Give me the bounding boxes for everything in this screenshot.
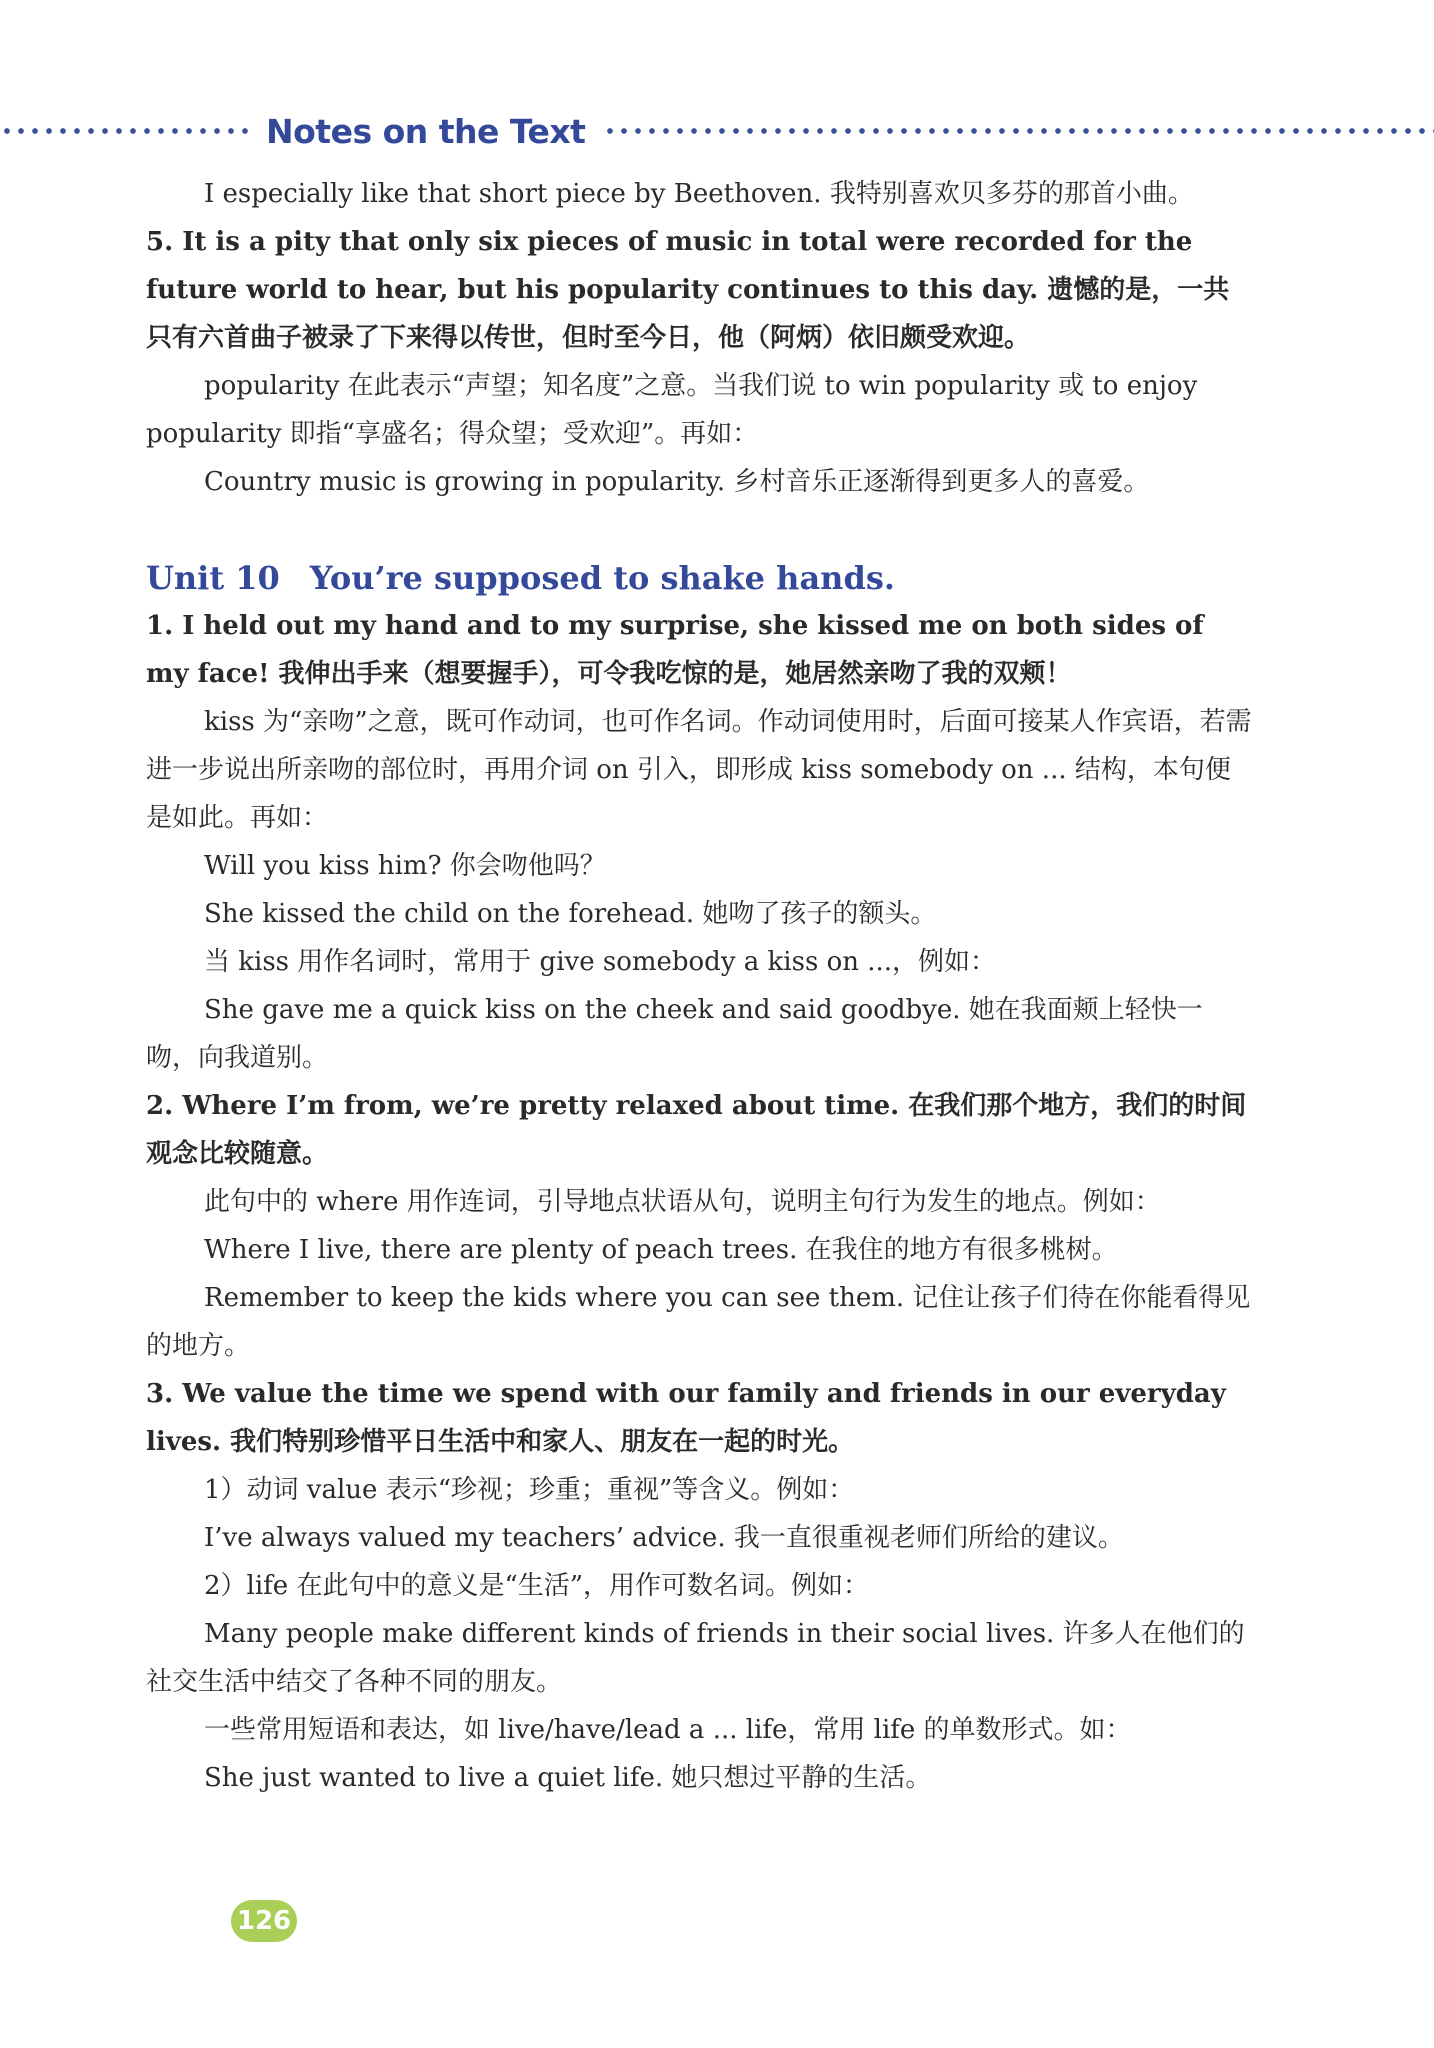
note-paragraph: 一些常用短语和表达，如 live/have/lead a ... life，常用 life 的单数形式。如： [204, 1715, 1132, 1745]
note-paragraph: kiss 为“亲吻”之意，既可作动词，也可作名词。作动词使用时，后面可接某人作宾语，若需进一步说出所亲吻的部位时，再用介词 on 引入，即形成 kiss somebody on ... 结构，本句便是如此。再如： [146, 707, 1252, 833]
note-paragraph: 当 kiss 用作名词时，常用于 give somebody a kiss on ...，例如： [204, 947, 997, 977]
note-paragraph: Remember to keep the kids where you can see them. 记住让孩子们待在你能看得见的地方。 [146, 1283, 1251, 1361]
section-title: Notes on the Text [266, 111, 586, 151]
note-paragraph: Will you kiss him? 你会吻他吗？ [204, 851, 606, 881]
unit-title: You’re supposed to shake hands. [309, 559, 895, 597]
note-paragraph: She just wanted to live a quiet life. 她只想过平静的生活。 [204, 1763, 932, 1793]
unit-number: Unit 10 [146, 559, 280, 597]
unit-heading [146, 554, 1252, 602]
page-number-badge: 126 [231, 1900, 297, 1942]
section-header [0, 106, 1434, 156]
note-heading: 3. We value the time we spend with our family and friends in our everyday lives. 我们特别珍惜平日生活中和家人、朋友在一起的时光。 [146, 1379, 1226, 1457]
note-heading: 1. I held out my hand and to my surprise, she kissed me on both sides of my face! 我伸出手来（想要握手），可令我吃惊的是，她居然亲吻了我的双颊！ [146, 611, 1204, 689]
note-heading: 5. It is a pity that only six pieces of music in total were recorded for the future world to hear, but his popularity continues to this day. 遗憾的是，一共只有六首曲子被录了下来得以传世，但时至今日，他（阿炳）依旧颇受欢迎。 [146, 227, 1230, 353]
note-paragraph: 此句中的 where 用作连词，引导地点状语从句，说明主句行为发生的地点。例如： [204, 1187, 1161, 1217]
note-paragraph: 2）life 在此句中的意义是“生活”，用作可数名词。例如： [204, 1571, 870, 1601]
note-paragraph: Country music is growing in popularity. 乡村音乐正逐渐得到更多人的喜爱。 [204, 467, 1150, 497]
note-paragraph: popularity 在此表示“声望；知名度”之意。当我们说 to win popularity 或 to enjoy popularity 即指“享盛名；得众望；受欢迎”。再如： [146, 371, 1198, 449]
note-paragraph: Where I live, there are plenty of peach trees. 在我住的地方有很多桃树。 [204, 1235, 1118, 1265]
dotted-rule-right [603, 128, 1434, 134]
dotted-rule-left [0, 128, 252, 134]
note-paragraph: She gave me a quick kiss on the cheek and said goodbye. 她在我面颊上轻快一吻，向我道别。 [146, 995, 1203, 1073]
note-paragraph: I’ve always valued my teachers’ advice. 我一直很重视老师们所给的建议。 [204, 1523, 1124, 1553]
page-content [146, 170, 1252, 1802]
note-paragraph: She kissed the child on the forehead. 她吻了孩子的额头。 [204, 899, 937, 929]
note-paragraph: 1）动词 value 表示“珍视；珍重；重视”等含义。例如： [204, 1475, 855, 1505]
note-heading: 2. Where I’m from, we’re pretty relaxed about time. 在我们那个地方，我们的时间观念比较随意。 [146, 1091, 1247, 1169]
note-paragraph: I especially like that short piece by Beethoven. 我特别喜欢贝多芬的那首小曲。 [204, 179, 1194, 209]
note-paragraph: Many people make different kinds of friends in their social lives. 许多人在他们的社交生活中结交了各种不同的朋友。 [146, 1619, 1245, 1697]
